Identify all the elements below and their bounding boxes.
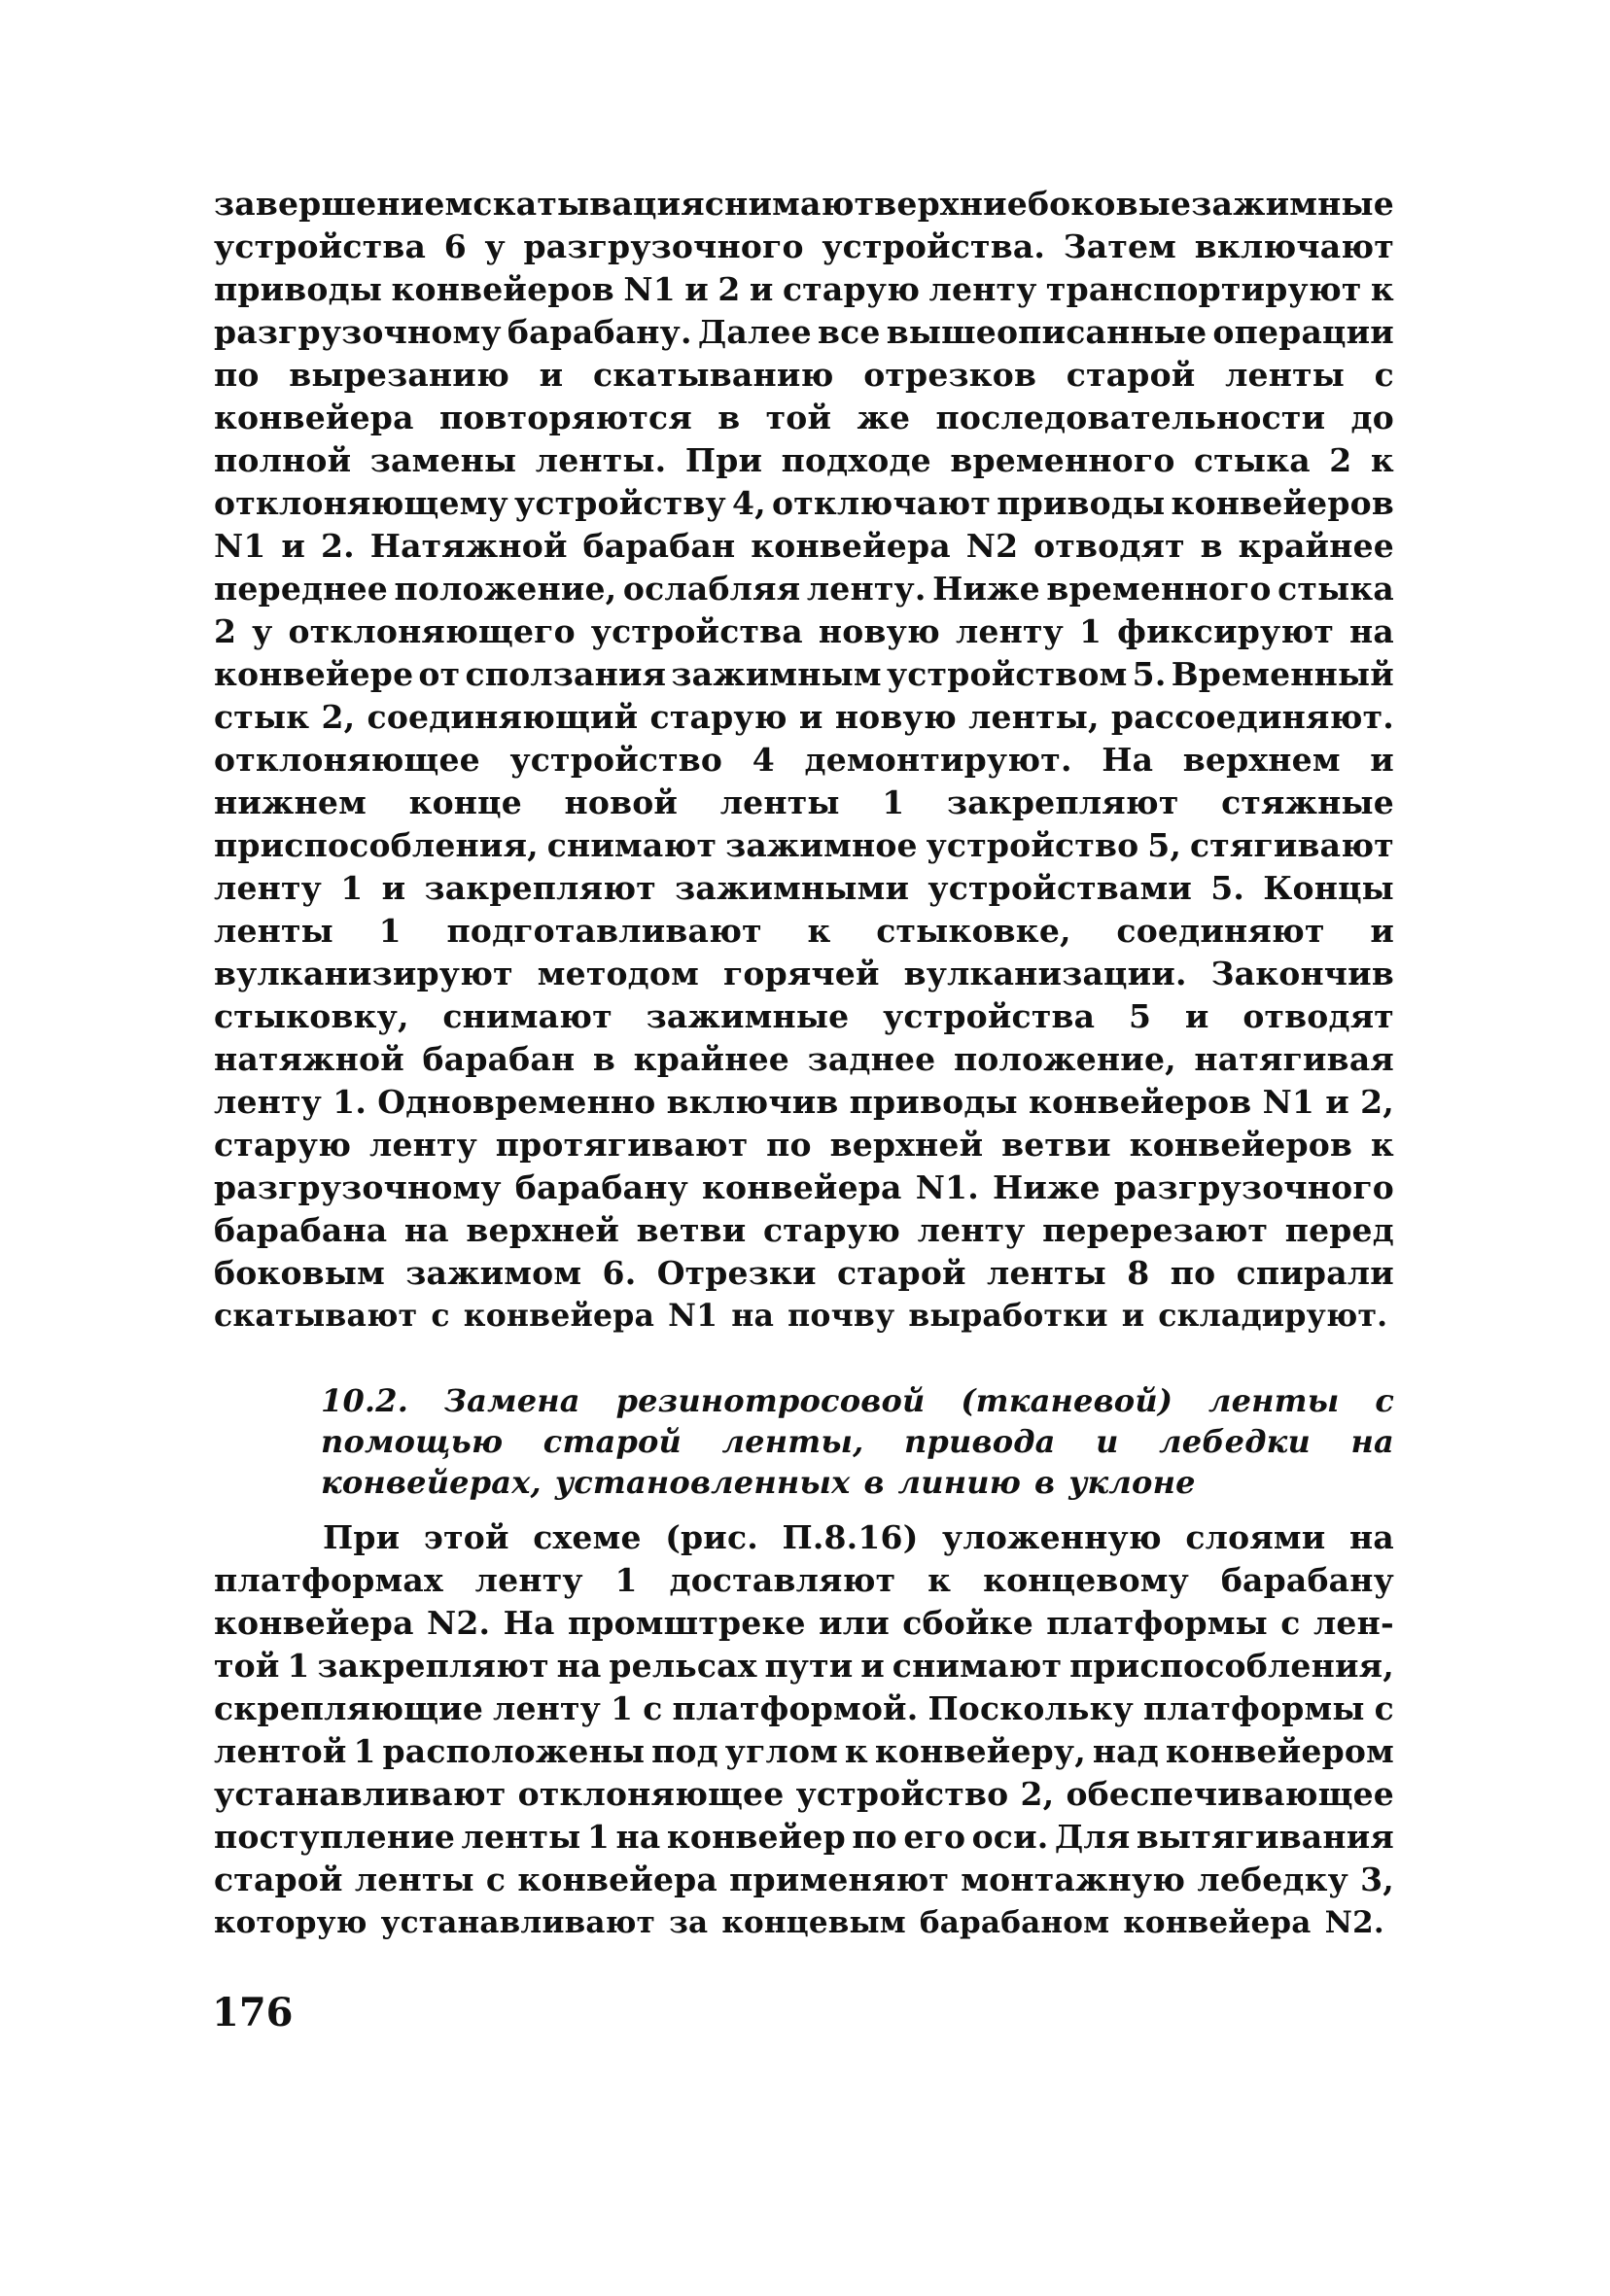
text-line: конвейера N2. На промштреке или сбойке платформы с лен-	[214, 1604, 1394, 1642]
text-line: скрепляющие ленту 1 с платформой. Поскольку платформы с	[214, 1689, 1394, 1727]
text-line: платформах ленту 1 доставляют к концевому барабану	[214, 1561, 1394, 1599]
text-line: старую ленту протягивают по верхней ветви конвейеров к	[214, 1126, 1394, 1164]
text-line: той 1 закрепляют на рельсах пути и снимают приспособления,	[214, 1647, 1394, 1685]
text-line: разгрузочному барабану. Далее все вышеописанные операции	[214, 313, 1394, 351]
text-line: скатывают с конвейера N1 на почву выработки и складируют.	[214, 1298, 1388, 1334]
text-line: разгрузочному барабану конвейера N1. Ниже разгрузочного	[214, 1168, 1394, 1206]
text-line: старой ленты с конвейера применяют монтажную лебедку 3,	[214, 1861, 1394, 1898]
text-line: которую устанавливают за концевым барабаном конвейера N2.	[214, 1905, 1384, 1940]
text-line: вулканизируют методом горячей вулканизации. Закончив	[214, 955, 1394, 992]
text-line: полной замены ленты. При подходе временного стыка 2 к	[214, 441, 1394, 479]
text-line: стыковку, снимают зажимные устройства 5 и отводят	[214, 997, 1394, 1035]
text-line: помощью старой ленты, привода и лебедки на	[321, 1423, 1394, 1460]
text-line: приводы конвейеров N1 и 2 и старую ленту транспортируют к	[214, 270, 1394, 308]
text-line: ленту 1 и закрепляют зажимными устройствами 5. Концы	[214, 869, 1394, 907]
text-line: стык 2, соединяющий старую и новую ленты, рассоединяют.	[214, 698, 1394, 736]
text-line: натяжной барабан в крайнее заднее положение, натягивая	[214, 1040, 1394, 1078]
text-line: завершением скатывация снимают верхние боковые зажимные	[214, 185, 1394, 223]
text-line: нижнем конце новой ленты 1 закрепляют стяжные	[214, 783, 1394, 821]
text-line: конвейере от сползания зажимным устройством 5. Временный	[214, 655, 1394, 693]
text-line: отклоняющее устройство 4 демонтируют. На верхнем и	[214, 741, 1394, 779]
text-line: ленту 1. Одновременно включив приводы конвейеров N1 и 2,	[214, 1083, 1394, 1121]
text-line: конвейера повторяются в той же последовательности до	[214, 399, 1394, 436]
text-line: конвейерах, установленных в линию в уклоне	[321, 1464, 1196, 1501]
section-heading	[321, 1380, 1394, 1503]
text-line: 10.2. Замена резинотросовой (тканевой) ленты с	[321, 1382, 1394, 1419]
text-line: поступление ленты 1 на конвейер по его оси. Для вытягивания	[214, 1818, 1394, 1856]
text-line: ленты 1 подготавливают к стыковке, соединяют и	[214, 912, 1394, 950]
text-line: N1 и 2. Натяжной барабан конвейера N2 отводят в крайнее	[214, 527, 1394, 565]
text-line: лентой 1 расположены под углом к конвейеру, над конвейером	[214, 1732, 1394, 1770]
paragraph-section-body	[214, 1516, 1394, 1944]
text-line: приспособления, снимают зажимное устройство 5, стягивают	[214, 826, 1394, 864]
text-line: барабана на верхней ветви старую ленту перерезают перед	[214, 1211, 1394, 1249]
text-line: 2 у отклоняющего устройства новую ленту 1 фиксируют на	[214, 612, 1394, 650]
text-line: устройства 6 у разгрузочного устройства. Затем включают	[214, 227, 1394, 265]
text-line: боковым зажимом 6. Отрезки старой ленты 8 по спирали	[214, 1254, 1394, 1292]
paragraph-continuation	[214, 183, 1394, 1338]
page-number: 176	[212, 1990, 294, 2035]
text-line: устанавливают отклоняющее устройство 2, обеспечивающее	[214, 1775, 1394, 1813]
text-line: отклоняющему устройству 4, отключают приводы конвейеров	[214, 484, 1394, 522]
text-line: переднее положение, ослабляя ленту. Ниже временного стыка	[214, 570, 1394, 608]
text-line: При этой схеме (рис. П.8.16) уложенную слоями на	[323, 1518, 1394, 1556]
text-line: по вырезанию и скатыванию отрезков старой ленты с	[214, 356, 1394, 394]
